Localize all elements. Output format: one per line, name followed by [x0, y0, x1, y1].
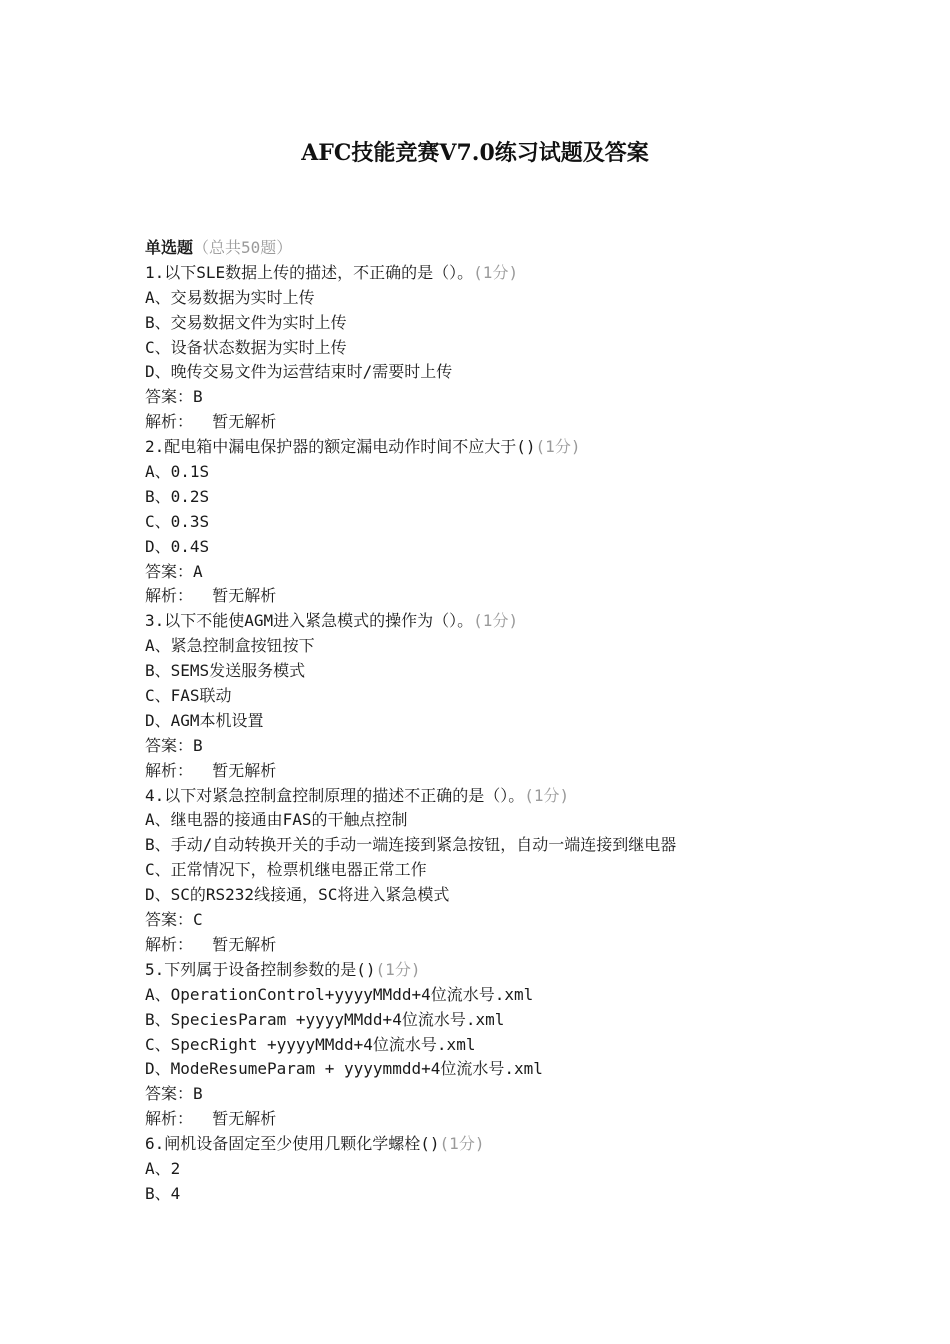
answer-line: 答案：B: [145, 1084, 203, 1104]
question-block: [145, 958, 905, 1132]
question-stem: 2.配电箱中漏电保护器的额定漏电动作时间不应大于()(1分): [145, 437, 581, 457]
answer-line: 答案：B: [145, 387, 203, 407]
option-d: D、AGM本机设置: [145, 710, 264, 730]
option-a: A、OperationControl+yyyyMMdd+4位流水号.xml: [145, 984, 534, 1004]
analysis-value: 暂无解析: [212, 1109, 277, 1129]
question-block: [145, 1132, 905, 1207]
question-score: (1分): [439, 1134, 485, 1154]
answer-line: 答案：A: [145, 561, 203, 581]
question-block: [145, 784, 905, 958]
question-score: (1分): [524, 785, 570, 805]
option-c: C、0.3S: [145, 511, 210, 531]
answer-value: B: [193, 735, 203, 755]
question-score: (1分): [535, 437, 581, 457]
analysis-line: 解析： 暂无解析: [145, 586, 277, 606]
option-d: D、0.4S: [145, 536, 210, 556]
question-block: [145, 609, 905, 783]
question-block: [145, 261, 905, 435]
option-b: B、4: [145, 1183, 181, 1203]
option-c: C、SpecRight +yyyyMMdd+4位流水号.xml: [145, 1034, 476, 1054]
question-list: [145, 236, 905, 1207]
question-block: [145, 435, 905, 609]
option-d: D、晚传交易文件为运营结束时/需要时上传: [145, 362, 453, 382]
analysis-value: 暂无解析: [212, 760, 277, 780]
answer-line: 答案：C: [145, 910, 203, 930]
option-c: C、FAS联动: [145, 686, 232, 706]
option-c: C、设备状态数据为实时上传: [145, 337, 347, 357]
option-a: A、继电器的接通由FAS的干触点控制: [145, 810, 408, 830]
question-score: (1分): [473, 611, 519, 631]
option-b: B、SEMS发送服务模式: [145, 661, 306, 681]
option-b: B、交易数据文件为实时上传: [145, 312, 347, 332]
analysis-value: 暂无解析: [212, 586, 277, 606]
option-a: A、交易数据为实时上传: [145, 287, 315, 307]
question-score: (1分): [375, 959, 421, 979]
answer-value: B: [193, 1084, 203, 1104]
answer-value: A: [193, 561, 203, 581]
option-b: B、手动/自动转换开关的手动一端连接到紧急按钮，自动一端连接到继电器: [145, 835, 677, 855]
analysis-line: 解析： 暂无解析: [145, 412, 277, 432]
option-d: D、SC的RS232线接通，SC将进入紧急模式: [145, 885, 450, 905]
question-stem: 1.以下SLE数据上传的描述，不正确的是（）。(1分): [145, 262, 519, 282]
section-label: 单选题: [145, 238, 194, 257]
analysis-line: 解析： 暂无解析: [145, 760, 277, 780]
question-stem: 4.以下对紧急控制盒控制原理的描述不正确的是（）。(1分): [145, 785, 570, 805]
option-c: C、正常情况下，检票机继电器正常工作: [145, 860, 427, 880]
section-note: （总共50题）: [193, 238, 293, 257]
answer-line: 答案：B: [145, 735, 203, 755]
analysis-value: 暂无解析: [212, 412, 277, 432]
question-stem: 5.下列属于设备控制参数的是()(1分): [145, 959, 421, 979]
section-heading: [145, 236, 905, 261]
option-a: A、0.1S: [145, 462, 210, 482]
answer-value: B: [193, 387, 203, 407]
question-stem: 3.以下不能使AGM进入紧急模式的操作为（）。(1分): [145, 611, 519, 631]
option-d: D、ModeResumeParam + yyyymmdd+4位流水号.xml: [145, 1059, 543, 1079]
document-title: AFC技能竞赛V7.0练习试题及答案: [301, 140, 649, 166]
analysis-line: 解析： 暂无解析: [145, 934, 277, 954]
option-a: A、紧急控制盒按钮按下: [145, 636, 315, 656]
option-b: B、SpeciesParam +yyyyMMdd+4位流水号.xml: [145, 1009, 505, 1029]
option-a: A、2: [145, 1158, 181, 1178]
analysis-value: 暂无解析: [212, 934, 277, 954]
analysis-line: 解析： 暂无解析: [145, 1109, 277, 1129]
option-b: B、0.2S: [145, 486, 210, 506]
question-stem: 6.闸机设备固定至少使用几颗化学螺栓()(1分): [145, 1134, 485, 1154]
answer-value: C: [193, 910, 203, 930]
question-score: (1分): [473, 262, 519, 282]
